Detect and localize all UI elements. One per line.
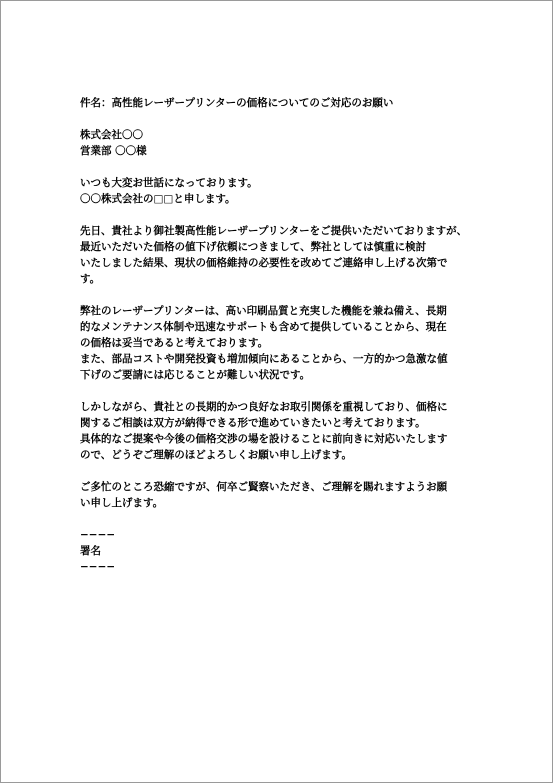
paragraph-2 [80, 303, 474, 383]
paragraph-1-line: 最近いただいた価格の値下げ依頼につきまして、弊社としては慎重に検討 [80, 241, 427, 253]
greeting-line-1: いつも大変お世話になっております。 [80, 177, 258, 189]
paragraph-3-line: 具体的なご提案や今後の価格交渉の場を設けることに前向きに対応いたします [80, 433, 448, 445]
closing-line: い申し上げます。 [80, 497, 164, 509]
paragraph-1-line: す。 [80, 273, 101, 285]
paragraph-2-line: 弊社のレーザープリンターは、高い印刷品質と充実した機能を兼ね備え、長期 [80, 305, 447, 317]
paragraph-3-line: 関するご相談は双方が納得できる形で進めていきたいと考えております。 [80, 417, 426, 429]
paragraph-2-line: 下げのご要請には応じることが難しい状況です。 [80, 369, 311, 381]
paragraph-1 [80, 223, 474, 287]
paragraph-3 [80, 399, 474, 463]
signature-rule-top: −−−− [80, 529, 116, 541]
signature-label: 署名 [80, 545, 101, 557]
greeting-line-2: 〇〇株式会社の□□と申します。 [80, 193, 236, 205]
letter-body [80, 95, 474, 575]
paragraph-2-line: の価格は妥当であると考えております。 [80, 337, 269, 349]
paragraph-2-line: 的なメンテナンス体制や迅速なサポートも含めて提供していることから、現在 [80, 321, 447, 333]
paragraph-1-line: 先日、貴社より御社製高性能レーザープリンターをご提供いただいておりますが、 [80, 225, 468, 237]
closing-line: ご多忙のところ恐縮ですが、何卒ご賢察いただき、ご理解を賜れますようお願 [80, 481, 448, 493]
paragraph-2-line: また、部品コストや開発投資も増加傾向にあることから、一方的かつ急激な値 [80, 353, 448, 365]
recipient-department: 営業部 〇〇様 [80, 145, 147, 157]
subject-line: 件名：高性能レーザープリンターの価格についてのご対応のお願い [80, 97, 394, 109]
signature-rule-bottom: −−−− [80, 561, 116, 573]
paragraph-3-line: しかしながら、貴社との長期的かつ良好なお取引関係を重視しており、価格に [80, 401, 448, 413]
closing-paragraph [80, 479, 474, 511]
recipient-company: 株式会社〇〇 [80, 129, 143, 141]
paragraph-1-line: いたしました結果、現状の価格維持の必要性を改めてご連絡申し上げる次第で [80, 257, 448, 269]
paragraph-3-line: ので、どうぞご理解のほどよろしくお願い申し上げます。 [80, 449, 352, 461]
